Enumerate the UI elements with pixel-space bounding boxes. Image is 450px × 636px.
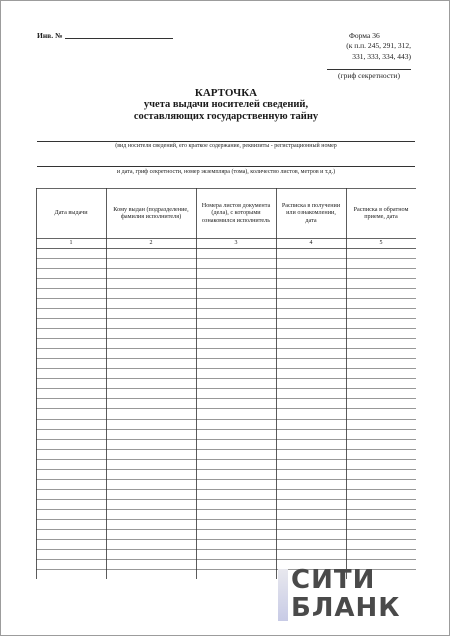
issue-table bbox=[36, 188, 416, 579]
card-subtitle-line-1: учета выдачи носителей сведений, bbox=[143, 99, 309, 110]
column-number-3: 3 bbox=[234, 240, 238, 246]
secrecy-label: (гриф секретности) bbox=[338, 71, 400, 80]
carrier-info-caption: (вид носителя сведений, его краткое содержание, реквизиты - регистрационный номер bbox=[115, 143, 337, 149]
form-reference bbox=[321, 41, 411, 62]
carrier-details-caption: и дата, гриф секретности, номер экземпляра (тома), количество листов, метров и т.д.) bbox=[116, 169, 336, 175]
card-subtitle-line-2: составляющих государственную тайну bbox=[133, 111, 319, 122]
column-header-receipt-signature: Расписка в получении или ознакомлении, дата bbox=[281, 201, 341, 224]
column-number-1: 1 bbox=[69, 240, 73, 246]
column-number-5: 5 bbox=[379, 240, 383, 246]
column-header-recipient: Кому выдан (подразделение, фамилия исполнителя) bbox=[113, 205, 189, 220]
carrier-details-line bbox=[37, 166, 415, 167]
carrier-info-line bbox=[37, 141, 415, 142]
column-number-4: 4 bbox=[309, 240, 313, 246]
watermark-accent bbox=[278, 569, 288, 621]
column-header-return-signature: Расписка в обратном приеме, дата bbox=[353, 205, 409, 220]
form-reference-line-1: (к п.п. 245, 291, 312, bbox=[346, 41, 411, 50]
card-subtitle bbox=[1, 99, 450, 123]
inventory-number-label: Инв. № bbox=[37, 31, 63, 40]
inventory-number-field bbox=[37, 31, 173, 40]
column-header-sheet-numbers: Номера листов документа (дела), с которыми ознакомился исполнитель bbox=[201, 201, 271, 224]
secrecy-line bbox=[327, 69, 411, 70]
watermark-logo-line-1: СИТИ bbox=[291, 565, 376, 595]
form-reference-line-2: 331, 333, 334, 443) bbox=[352, 51, 411, 61]
column-number-2: 2 bbox=[149, 240, 153, 246]
form-number: Форма 36 bbox=[349, 31, 380, 40]
watermark-logo-line-2: БЛАНК bbox=[291, 593, 401, 623]
card-title: КАРТОЧКА bbox=[194, 87, 258, 99]
watermark-logo bbox=[291, 566, 441, 622]
column-header-issue-date: Дата выдачи bbox=[54, 209, 88, 217]
inventory-number-line bbox=[65, 38, 173, 39]
